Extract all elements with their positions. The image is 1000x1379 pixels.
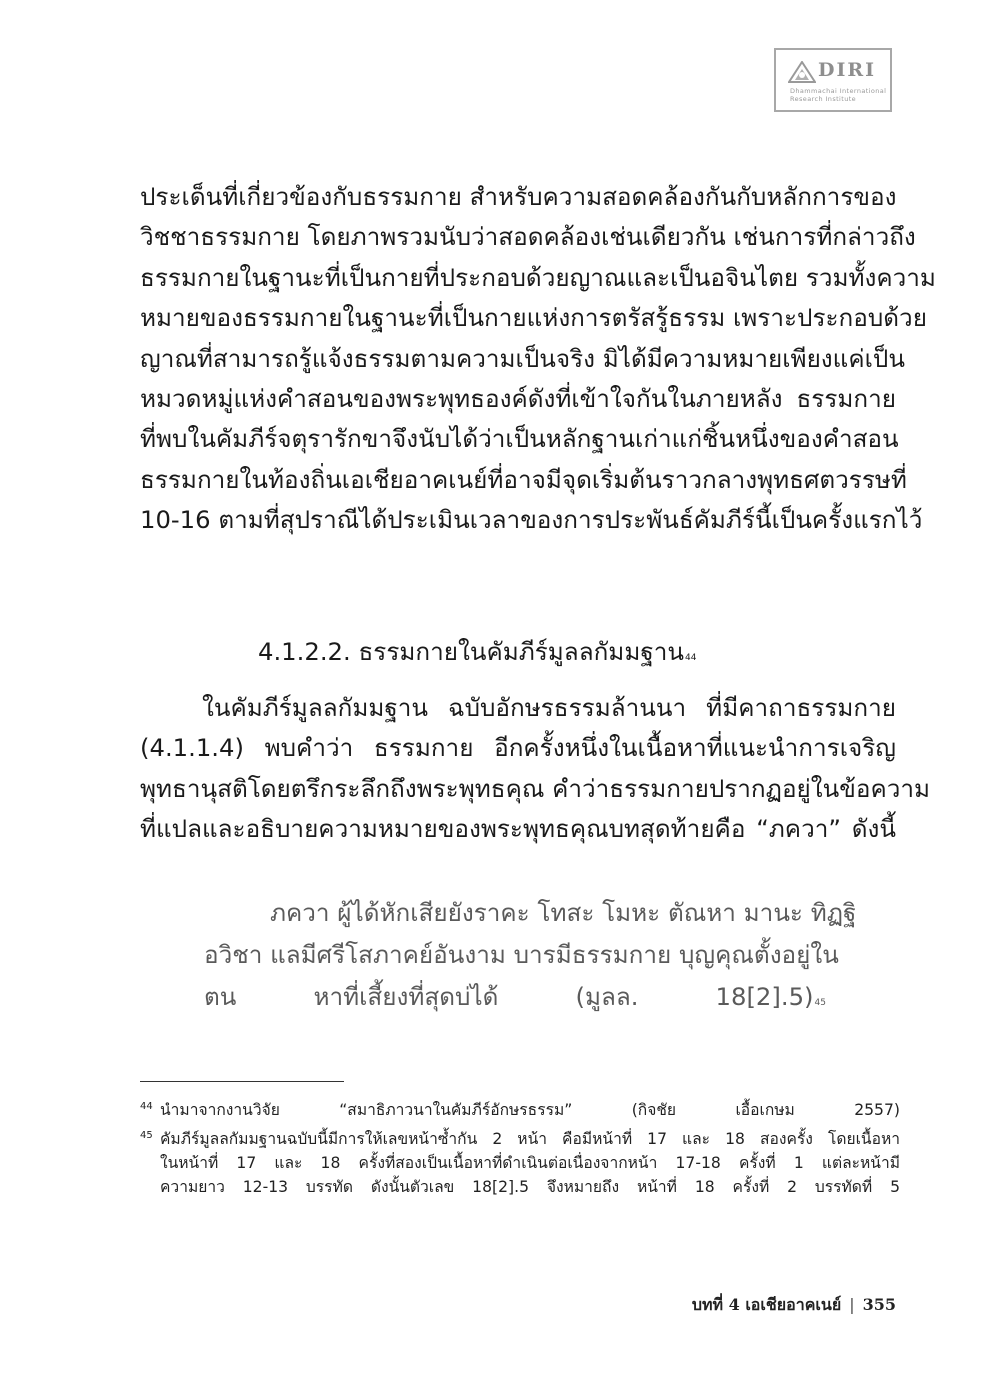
triangle-logo-icon	[788, 61, 816, 83]
paragraph-line: หมวดหมู่แห่งคำสอนของพระพุทธองค์ดังที่เข้าใจกันในภายหลัง ธรรมกาย	[140, 384, 896, 414]
footer-separator: |	[849, 1295, 855, 1314]
paragraph-line: ธรรมกายในท้องถิ่นเอเชียอาคเนย์ที่อาจมีจุดเริ่มต้นราวกลางพุทธศตวรรษที่	[140, 464, 907, 494]
footnote-line: ในหน้าที่ 17 และ 18 ครั้งที่สองเป็นเนื้อหาที่ดำเนินต่อเนื่องจากหน้า 17-18 ครั้งที่ 1 แต่ละหน้ามี	[160, 1154, 900, 1172]
paragraph-line: ที่แปลและอธิบายความหมายของพระพุทธคุณบทสุดท้ายคือ “ภควา” ดังนี้	[140, 814, 896, 844]
paragraph-line: ในคัมภีร์มูลลกัมมฐาน ฉบับอักษรธรรมล้านนา ที่มีคาถาธรรมกาย	[202, 693, 896, 722]
quote-line: ภควา ผู้ได้หักเสียยังราคะ โทสะ โมหะ ตัณหา มานะ ทิฏฐิ	[270, 898, 857, 927]
paragraph-line: วิชชาธรรมกาย โดยภาพรวมนับว่าสอดคล้องเช่นเดียวกัน เช่นการที่กล่าวถึง	[140, 222, 916, 252]
paragraph-line: ที่พบในคัมภีร์จตุรารักขาจึงนับได้ว่าเป็นหลักฐานเก่าแก่ชิ้นหนึ่งของคำสอน	[140, 424, 899, 454]
page-footer	[692, 1293, 896, 1318]
footnote-line: นำมาจากงานวิจัย “สมาธิภาวนาในคัมภีร์อักษรธรรม” (กิจชัย เอื้อเกษม 2557)	[160, 1101, 900, 1119]
paragraph-line: หมายของธรรมกายในฐานะที่เป็นกายแห่งการตรัสรู้ธรรม เพราะประกอบด้วย	[140, 303, 927, 333]
quote-line	[204, 976, 826, 1018]
paragraph-2	[140, 688, 931, 850]
footnote-ref-44: 44	[685, 653, 697, 663]
block-quote	[204, 892, 857, 1018]
footnote-line: ความยาว 12-13 บรรทัด ดังนั้นตัวเลข 18[2].5 จึงหมายถึง หน้าที่ 18 ครั้งที่ 2 บรรทัดที่ 5	[160, 1178, 900, 1196]
logo-subtitle-line-2: Research Institute	[790, 95, 857, 103]
logo-subtitle-line-1: Dhammachai International	[790, 87, 887, 95]
diri-logo	[774, 48, 892, 112]
paragraph-line: ญาณที่สามารถรู้แจ้งธรรมตามความเป็นจริง มิได้มีความหมายเพียงแค่เป็น	[140, 343, 905, 373]
chapter-title: บทที่ 4 เอเชียอาคเนย์	[691, 1295, 842, 1314]
footnote-ref-45: 45	[814, 998, 826, 1008]
paragraph-line: (4.1.1.4) พบคำว่า ธรรมกาย อีกครั้งหนึ่งในเนื้อหาที่แนะนำการเจริญ	[140, 733, 896, 763]
paragraph-line: ธรรมกายในฐานะที่เป็นกายที่ประกอบด้วยญาณและเป็นอจินไตย รวมทั้งความ	[140, 262, 936, 292]
footnote-line: คัมภีร์มูลลกัมมฐานฉบับนี้มีการให้เลขหน้าซ้ำกัน 2 หน้า คือมีหน้าที่ 17 และ 18 สองครั้ง โดยเนื้อหา	[160, 1130, 900, 1148]
footnote-number: 44	[140, 1101, 153, 1112]
quote-line: อวิชา แลมีศรีโสภาคย์อันงาม บารมีธรรมกาย บุญคุณตั้งอยู่ใน	[204, 940, 839, 969]
footnote-divider	[140, 1081, 344, 1082]
section-heading	[258, 632, 696, 672]
quote-line-text: ตน หาที่เสี้ยงที่สุดบ่ได้ (มูลล. 18[2].5)	[204, 982, 814, 1011]
logo-subtitle	[790, 87, 886, 103]
footnote-text	[160, 1127, 900, 1199]
paragraph-line: ประเด็นที่เกี่ยวข้องกับธรรมกาย สำหรับความสอดคล้องกันกับหลักการของ	[140, 182, 897, 211]
paragraph-1	[140, 177, 936, 541]
paragraph-line: 10-16 ตามที่สุปราณีได้ประเมินเวลาของการประพันธ์คัมภีร์นี้เป็นครั้งแรกไว้	[140, 505, 923, 535]
footnote-text	[160, 1098, 900, 1122]
logo-title: DIRI	[818, 59, 877, 81]
paragraph-line: พุทธานุสติโดยตรึกระลึกถึงพระพุทธคุณ คำว่าธรรมกายปรากฏอยู่ในข้อความ	[140, 773, 931, 803]
section-heading-text: 4.1.2.2. ธรรมกายในคัมภีร์มูลลกัมมฐาน	[258, 637, 684, 666]
page-number: 355	[862, 1295, 896, 1314]
footnote-number: 45	[140, 1130, 153, 1141]
